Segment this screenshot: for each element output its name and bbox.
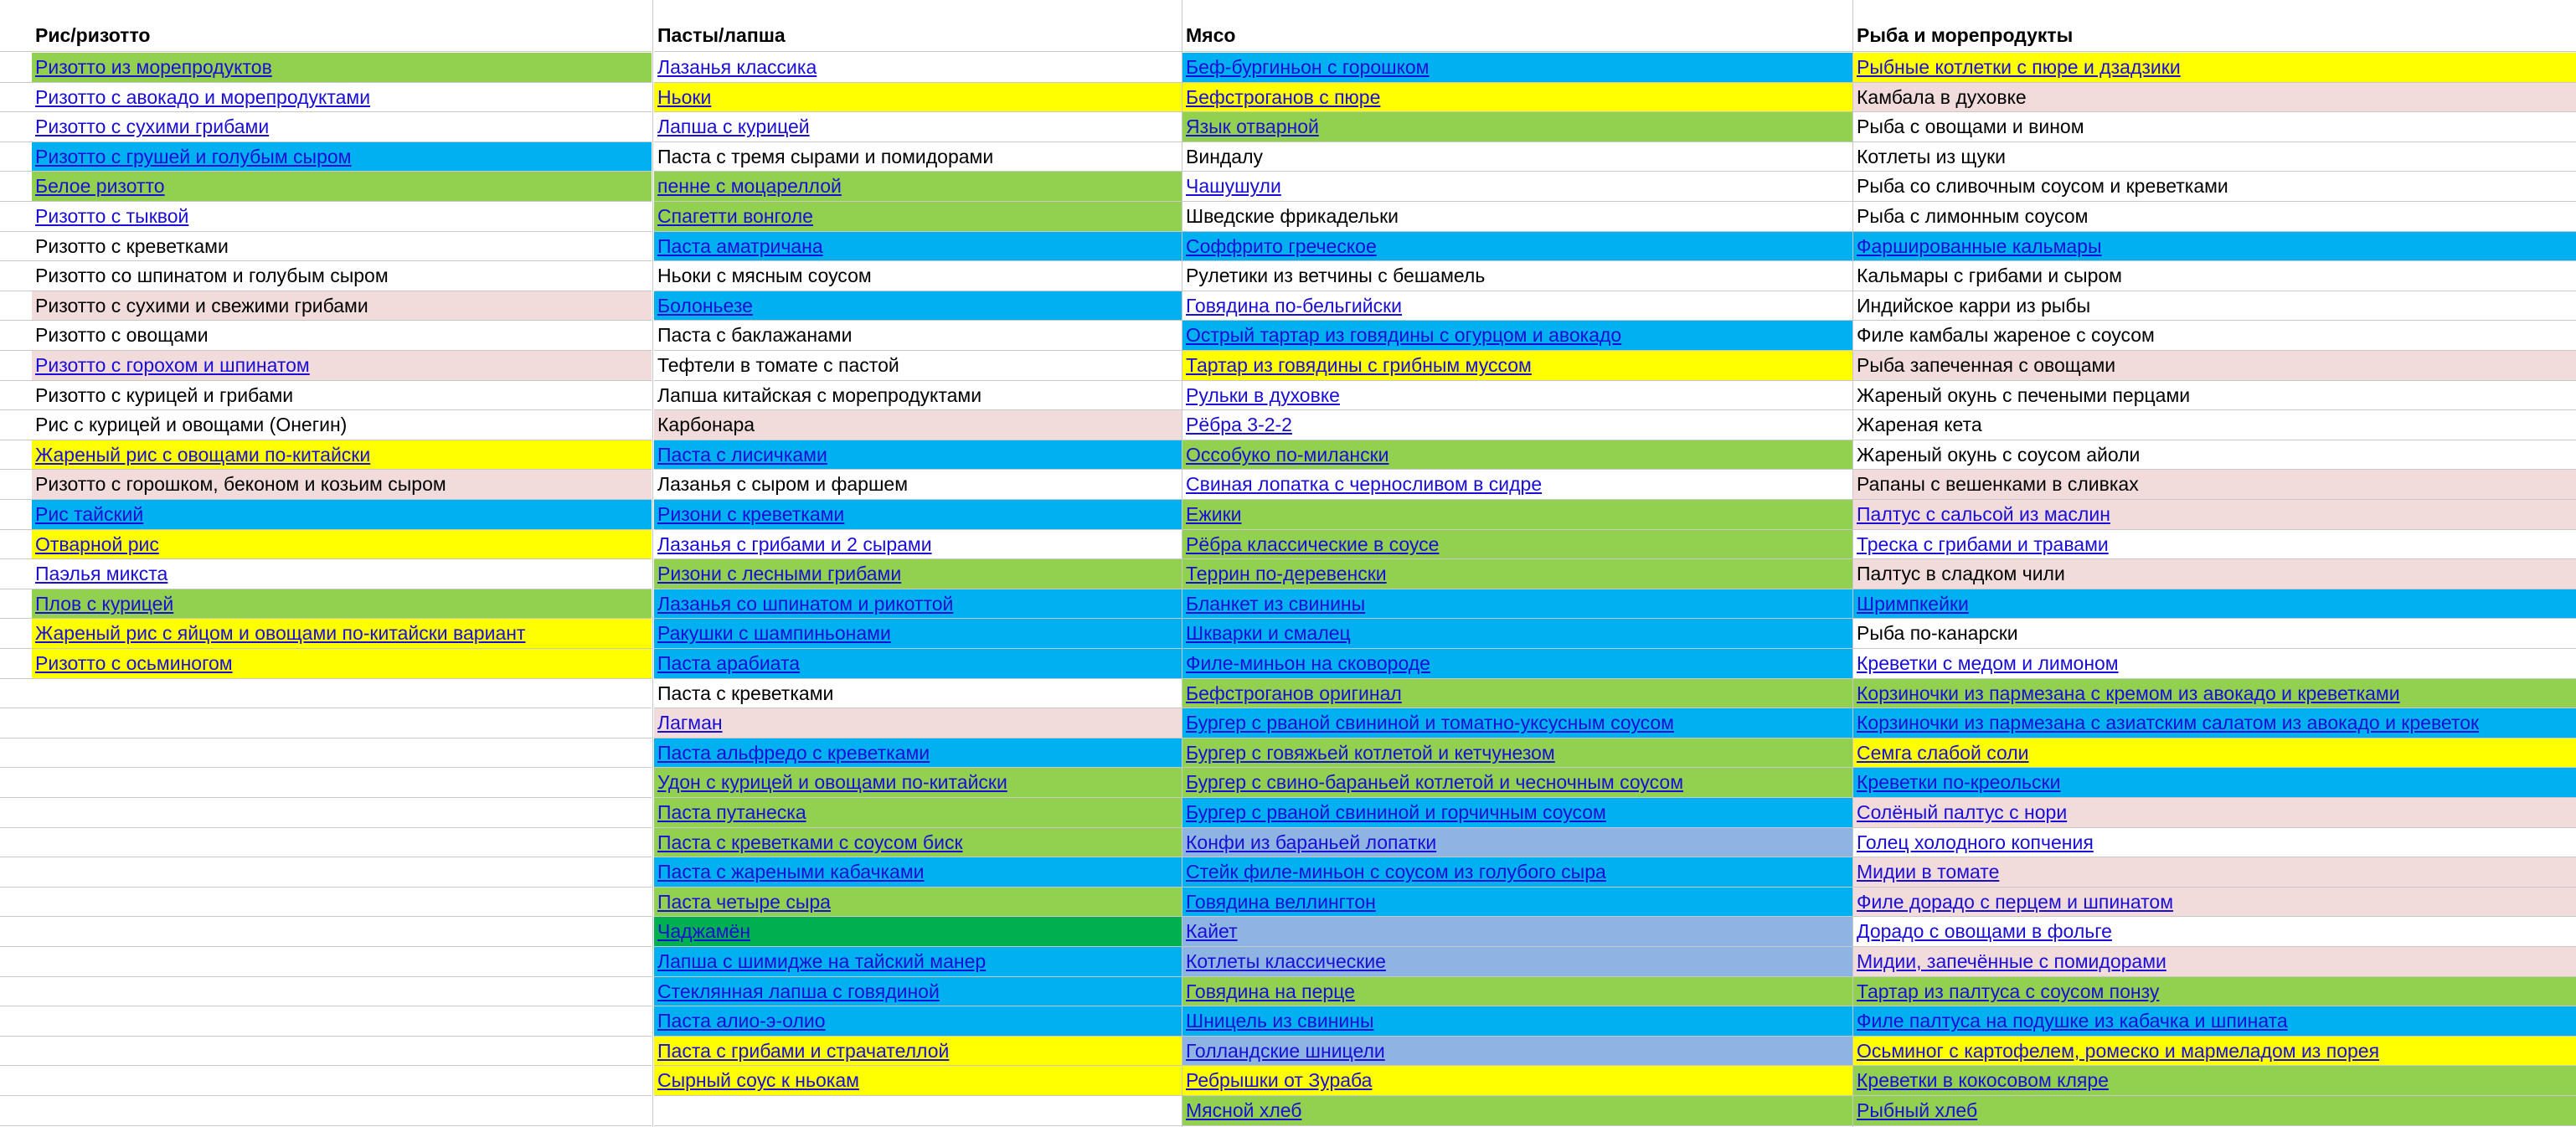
row-gutter: [0, 1066, 32, 1096]
dish-link-cell[interactable]: Удон с курицей и овощами по-китайски: [654, 768, 1182, 798]
grid-line: [1852, 0, 1853, 1127]
dish-link-cell[interactable]: Бефстроганов оригинал: [1182, 679, 1852, 709]
dish-link-cell[interactable]: Говядина веллингтон: [1182, 888, 1852, 918]
dish-link-cell[interactable]: Чаджамён: [654, 917, 1182, 947]
dish-link-cell[interactable]: Рёбра классические в соусе: [1182, 530, 1852, 560]
dish-link-cell[interactable]: Шкварки и смалец: [1182, 619, 1852, 649]
row-gutter: [0, 83, 32, 113]
dish-link-cell[interactable]: Фаршированные кальмары: [1853, 232, 2576, 262]
grid-line: [652, 0, 653, 1127]
dish-link-cell[interactable]: Жареный рис с овощами по-китайски: [32, 440, 652, 471]
dish-cell[interactable]: Лапша китайская с морепродуктами: [654, 381, 1182, 411]
dish-link-cell[interactable]: Ризотто с сухими грибами: [32, 112, 652, 142]
dish-cell[interactable]: Шведские фрикадельки: [1182, 202, 1852, 232]
dish-cell[interactable]: Паста с баклажанами: [654, 321, 1182, 351]
row-gutter: [0, 708, 32, 738]
dish-link-cell[interactable]: Бефстроганов с пюре: [1182, 83, 1852, 113]
empty-cell[interactable]: [32, 1037, 652, 1067]
dish-link-cell[interactable]: Белое ризотто: [32, 172, 652, 202]
row-gutter: [0, 142, 32, 172]
empty-cell[interactable]: [32, 947, 652, 977]
dish-cell[interactable]: Рапаны с вешенками в сливках: [1853, 470, 2576, 500]
dish-cell[interactable]: Виндалу: [1182, 142, 1852, 172]
empty-cell[interactable]: [32, 798, 652, 828]
dish-link-cell[interactable]: Паста аматричана: [654, 232, 1182, 262]
dish-link-cell[interactable]: Осьминог с картофелем, ромеско и мармеладом из порея: [1853, 1037, 2576, 1067]
dish-link-cell[interactable]: Ребрышки от Зураба: [1182, 1066, 1852, 1096]
dish-cell[interactable]: Жареная кета: [1853, 410, 2576, 440]
row-gutter: [0, 530, 32, 560]
dish-link-cell[interactable]: Террин по-деревенски: [1182, 559, 1852, 589]
empty-cell[interactable]: [32, 738, 652, 769]
dish-link-cell[interactable]: Филе дорадо с перцем и шпинатом: [1853, 888, 2576, 918]
row-gutter: [0, 768, 32, 798]
empty-cell[interactable]: [32, 857, 652, 888]
row-gutter: [0, 232, 32, 262]
dish-link-cell[interactable]: Солёный палтус с нори: [1853, 798, 2576, 828]
row-gutter: [0, 1006, 32, 1037]
dish-cell[interactable]: Ризотто с креветками: [32, 232, 652, 262]
row-gutter: [0, 1037, 32, 1067]
dish-cell[interactable]: Паста с креветками: [654, 679, 1182, 709]
dish-link-cell[interactable]: Мидии в томате: [1853, 857, 2576, 888]
dish-link-cell[interactable]: Ризони с лесными грибами: [654, 559, 1182, 589]
dish-link-cell[interactable]: Паста алио-э-олио: [654, 1006, 1182, 1037]
row-gutter: [0, 619, 32, 649]
row-gutter: [0, 321, 32, 351]
row-gutter: [0, 589, 32, 620]
dish-link-cell[interactable]: Паста четыре сыра: [654, 888, 1182, 918]
dish-link-cell[interactable]: Креветки по-креольски: [1853, 768, 2576, 798]
dish-link-cell[interactable]: пенне с моцареллой: [654, 172, 1182, 202]
dish-cell[interactable]: Рыба со сливочным соусом и креветками: [1853, 172, 2576, 202]
dish-cell[interactable]: Тефтели в томате с пастой: [654, 351, 1182, 381]
dish-link-cell[interactable]: Плов с курицей: [32, 589, 652, 620]
dish-link-cell[interactable]: Соффрито греческое: [1182, 232, 1852, 262]
dish-link-cell[interactable]: Паста арабиата: [654, 649, 1182, 679]
dish-cell[interactable]: Ризотто с овощами: [32, 321, 652, 351]
dish-link-cell[interactable]: Спагетти вонголе: [654, 202, 1182, 232]
empty-cell[interactable]: [654, 1096, 1182, 1126]
column-header[interactable]: Пасты/лапша: [654, 0, 1182, 52]
dish-cell[interactable]: Жареный окунь с печеными перцами: [1853, 381, 2576, 411]
dish-link-cell[interactable]: Мясной хлеб: [1182, 1096, 1852, 1126]
dish-link-cell[interactable]: Лапша с шимидже на тайский манер: [654, 947, 1182, 977]
column-rice: [32, 0, 652, 1127]
column-header[interactable]: Рыба и морепродукты: [1853, 0, 2576, 52]
dish-cell[interactable]: Рис с курицей и овощами (Онегин): [32, 410, 652, 440]
dish-cell[interactable]: Кальмары с грибами и сыром: [1853, 261, 2576, 291]
dish-link-cell[interactable]: Отварной рис: [32, 530, 652, 560]
dish-link-cell[interactable]: Треска с грибами и травами: [1853, 530, 2576, 560]
column-header[interactable]: Мясо: [1182, 0, 1852, 52]
dish-cell[interactable]: Ризотто с сухими и свежими грибами: [32, 291, 652, 322]
row-gutter: [0, 559, 32, 589]
row-gutter: [0, 1096, 32, 1126]
dish-cell[interactable]: Рулетики из ветчины с бешамель: [1182, 261, 1852, 291]
dish-link-cell[interactable]: Филе-миньон на сковороде: [1182, 649, 1852, 679]
dish-link-cell[interactable]: Бланкет из свинины: [1182, 589, 1852, 620]
dish-cell[interactable]: Ризотто со шпинатом и голубым сыром: [32, 261, 652, 291]
empty-cell[interactable]: [32, 828, 652, 858]
dish-link-cell[interactable]: Бургер с свино-бараньей котлетой и чесночным соусом: [1182, 768, 1852, 798]
dish-link-cell[interactable]: Лазанья со шпинатом и рикоттой: [654, 589, 1182, 620]
dish-link-cell[interactable]: Лазанья с грибами и 2 сырами: [654, 530, 1182, 560]
dish-link-cell[interactable]: Язык отварной: [1182, 112, 1852, 142]
dish-link-cell[interactable]: Говядина по-бельгийски: [1182, 291, 1852, 322]
dish-link-cell[interactable]: Оссобуко по-милански: [1182, 440, 1852, 471]
dish-link-cell[interactable]: Дорадо с овощами в фольге: [1853, 917, 2576, 947]
column-pasta: [654, 0, 1182, 1127]
row-gutter: [0, 410, 32, 440]
dish-link-cell[interactable]: Креветки с медом и лимоном: [1853, 649, 2576, 679]
dish-link-cell[interactable]: Паста с лисичками: [654, 440, 1182, 471]
dish-cell[interactable]: Палтус в сладком чили: [1853, 559, 2576, 589]
dish-cell[interactable]: Ризотто с горошком, беконом и козьим сыром: [32, 470, 652, 500]
row-gutter: [0, 291, 32, 322]
dish-link-cell[interactable]: Конфи из бараньей лопатки: [1182, 828, 1852, 858]
dish-link-cell[interactable]: Голец холодного копчения: [1853, 828, 2576, 858]
dish-link-cell[interactable]: Сырный соус к ньокам: [654, 1066, 1182, 1096]
dish-link-cell[interactable]: Ризони с креветками: [654, 500, 1182, 530]
dish-link-cell[interactable]: Рис тайский: [32, 500, 652, 530]
column-header[interactable]: Рис/ризотто: [32, 0, 652, 52]
row-gutter: [0, 470, 32, 500]
dish-link-cell[interactable]: Ежики: [1182, 500, 1852, 530]
dish-link-cell[interactable]: Ризотто с горохом и шпинатом: [32, 351, 652, 381]
dish-cell[interactable]: Рыба по-канарски: [1853, 619, 2576, 649]
dish-link-cell[interactable]: Бургер с рваной свининой и томатно-уксусным соусом: [1182, 708, 1852, 738]
empty-cell[interactable]: [32, 977, 652, 1007]
dish-link-cell[interactable]: Рёбра 3-2-2: [1182, 410, 1852, 440]
dish-link-cell[interactable]: Болоньезе: [654, 291, 1182, 322]
dish-link-cell[interactable]: Ризотто с осьминогом: [32, 649, 652, 679]
empty-cell[interactable]: [32, 917, 652, 947]
dish-link-cell[interactable]: Палтус с сальсой из маслин: [1853, 500, 2576, 530]
dish-link-cell[interactable]: Паста с жареными кабачками: [654, 857, 1182, 888]
dish-cell[interactable]: Карбонара: [654, 410, 1182, 440]
row-gutter: [0, 0, 32, 52]
row-gutter: [0, 500, 32, 530]
empty-cell[interactable]: [32, 1096, 652, 1126]
row-gutter: [0, 649, 32, 679]
dish-link-cell[interactable]: Паста с креветками с соусом биск: [654, 828, 1182, 858]
row-gutter: [0, 172, 32, 202]
row-gutter: [0, 798, 32, 828]
row-gutter: [0, 977, 32, 1007]
dish-link-cell[interactable]: Паста путанеска: [654, 798, 1182, 828]
empty-cell[interactable]: [32, 888, 652, 918]
dish-cell[interactable]: Рыба запеченная с овощами: [1853, 351, 2576, 381]
dish-link-cell[interactable]: Рульки в духовке: [1182, 381, 1852, 411]
dish-cell[interactable]: Паста с тремя сырами и помидорами: [654, 142, 1182, 172]
dish-cell[interactable]: Котлеты из щуки: [1853, 142, 2576, 172]
dish-cell[interactable]: Индийское карри из рыбы: [1853, 291, 2576, 322]
row-gutter: [0, 351, 32, 381]
dish-link-cell[interactable]: Шницель из свинины: [1182, 1006, 1852, 1037]
dish-link-cell[interactable]: Ризотто с тыквой: [32, 202, 652, 232]
dish-link-cell[interactable]: Рыбный хлеб: [1853, 1096, 2576, 1126]
dish-link-cell[interactable]: Рыбные котлетки с пюре и дзадзики: [1853, 53, 2576, 83]
dish-link-cell[interactable]: Тартар из палтуса с соусом понзу: [1853, 977, 2576, 1007]
dish-link-cell[interactable]: Тартар из говядины с грибным муссом: [1182, 351, 1852, 381]
dish-cell[interactable]: Лазанья с сыром и фаршем: [654, 470, 1182, 500]
dish-link-cell[interactable]: Креветки в кокосовом кляре: [1853, 1066, 2576, 1096]
dish-link-cell[interactable]: Ризотто с грушей и голубым сыром: [32, 142, 652, 172]
dish-link-cell[interactable]: Кайет: [1182, 917, 1852, 947]
dish-link-cell[interactable]: Котлеты классические: [1182, 947, 1852, 977]
dish-link-cell[interactable]: Жареный рис с яйцом и овощами по-китайски вариант: [32, 619, 652, 649]
dish-cell[interactable]: Ризотто с курицей и грибами: [32, 381, 652, 411]
row-gutter: [0, 947, 32, 977]
row-gutter: [0, 202, 32, 232]
dish-link-cell[interactable]: Ризотто с авокадо и морепродуктами: [32, 83, 652, 113]
empty-cell[interactable]: [32, 1006, 652, 1037]
empty-cell[interactable]: [32, 1066, 652, 1096]
column-fish: [1853, 0, 2576, 1127]
dish-link-cell[interactable]: Голландские шницели: [1182, 1037, 1852, 1067]
dish-cell[interactable]: Рыба с лимонным соусом: [1853, 202, 2576, 232]
dish-link-cell[interactable]: Острый тартар из говядины с огурцом и авокадо: [1182, 321, 1852, 351]
dish-link-cell[interactable]: Ньоки: [654, 83, 1182, 113]
row-gutter: [0, 53, 32, 83]
row-gutter: [0, 261, 32, 291]
dish-cell[interactable]: Жареный окунь с соусом айоли: [1853, 440, 2576, 471]
empty-cell[interactable]: [32, 679, 652, 709]
dish-link-cell[interactable]: Свиная лопатка с черносливом в сидре: [1182, 470, 1852, 500]
row-gutter: [0, 857, 32, 888]
dish-link-cell[interactable]: Паэлья микста: [32, 559, 652, 589]
row-gutter: [0, 917, 32, 947]
dish-link-cell[interactable]: Говядина на перце: [1182, 977, 1852, 1007]
dish-link-cell[interactable]: Семга слабой соли: [1853, 738, 2576, 769]
dish-link-cell[interactable]: Лапша с курицей: [654, 112, 1182, 142]
column-meat: [1182, 0, 1852, 1127]
row-gutter: [0, 738, 32, 769]
dish-link-cell[interactable]: Чашушули: [1182, 172, 1852, 202]
row-gutter: [0, 112, 32, 142]
dish-link-cell[interactable]: Ракушки с шампиньонами: [654, 619, 1182, 649]
row-gutter: [0, 440, 32, 471]
row-gutter: [0, 888, 32, 918]
dish-link-cell[interactable]: Шримпкейки: [1853, 589, 2576, 620]
dish-link-cell[interactable]: Корзиночки из пармезана с кремом из авокадо и креветками: [1853, 679, 2576, 709]
empty-cell[interactable]: [32, 708, 652, 738]
dish-link-cell[interactable]: Стейк филе-миньон с соусом из голубого сыра: [1182, 857, 1852, 888]
row-gutter: [0, 828, 32, 858]
dish-link-cell[interactable]: Ризотто из морепродуктов: [32, 53, 652, 83]
dish-cell[interactable]: Рыба с овощами и вином: [1853, 112, 2576, 142]
dish-link-cell[interactable]: Паста альфредо с креветками: [654, 738, 1182, 769]
dish-cell[interactable]: Филе камбалы жареное с соусом: [1853, 321, 2576, 351]
dish-link-cell[interactable]: Паста с грибами и страчателлой: [654, 1037, 1182, 1067]
dish-link-cell[interactable]: Филе палтуса на подушке из кабачка и шпината: [1853, 1006, 2576, 1037]
dish-link-cell[interactable]: Стеклянная лапша с говядиной: [654, 977, 1182, 1007]
row-gutter: [0, 381, 32, 411]
dish-link-cell[interactable]: Беф-бургиньон с горошком: [1182, 53, 1852, 83]
dish-link-cell[interactable]: Мидии, запечённые с помидорами: [1853, 947, 2576, 977]
dish-cell[interactable]: Ньоки с мясным соусом: [654, 261, 1182, 291]
dish-link-cell[interactable]: Корзиночки из пармезана с азиатским салатом из авокадо и креветок: [1853, 708, 2576, 738]
dish-link-cell[interactable]: Лазанья классика: [654, 53, 1182, 83]
row-gutter: [0, 679, 32, 709]
empty-cell[interactable]: [32, 768, 652, 798]
dish-cell[interactable]: Камбала в духовке: [1853, 83, 2576, 113]
dish-link-cell[interactable]: Лагман: [654, 708, 1182, 738]
dish-link-cell[interactable]: Бургер с говяжьей котлетой и кетчунезом: [1182, 738, 1852, 769]
dish-link-cell[interactable]: Бургер с рваной свининой и горчичным соусом: [1182, 798, 1852, 828]
